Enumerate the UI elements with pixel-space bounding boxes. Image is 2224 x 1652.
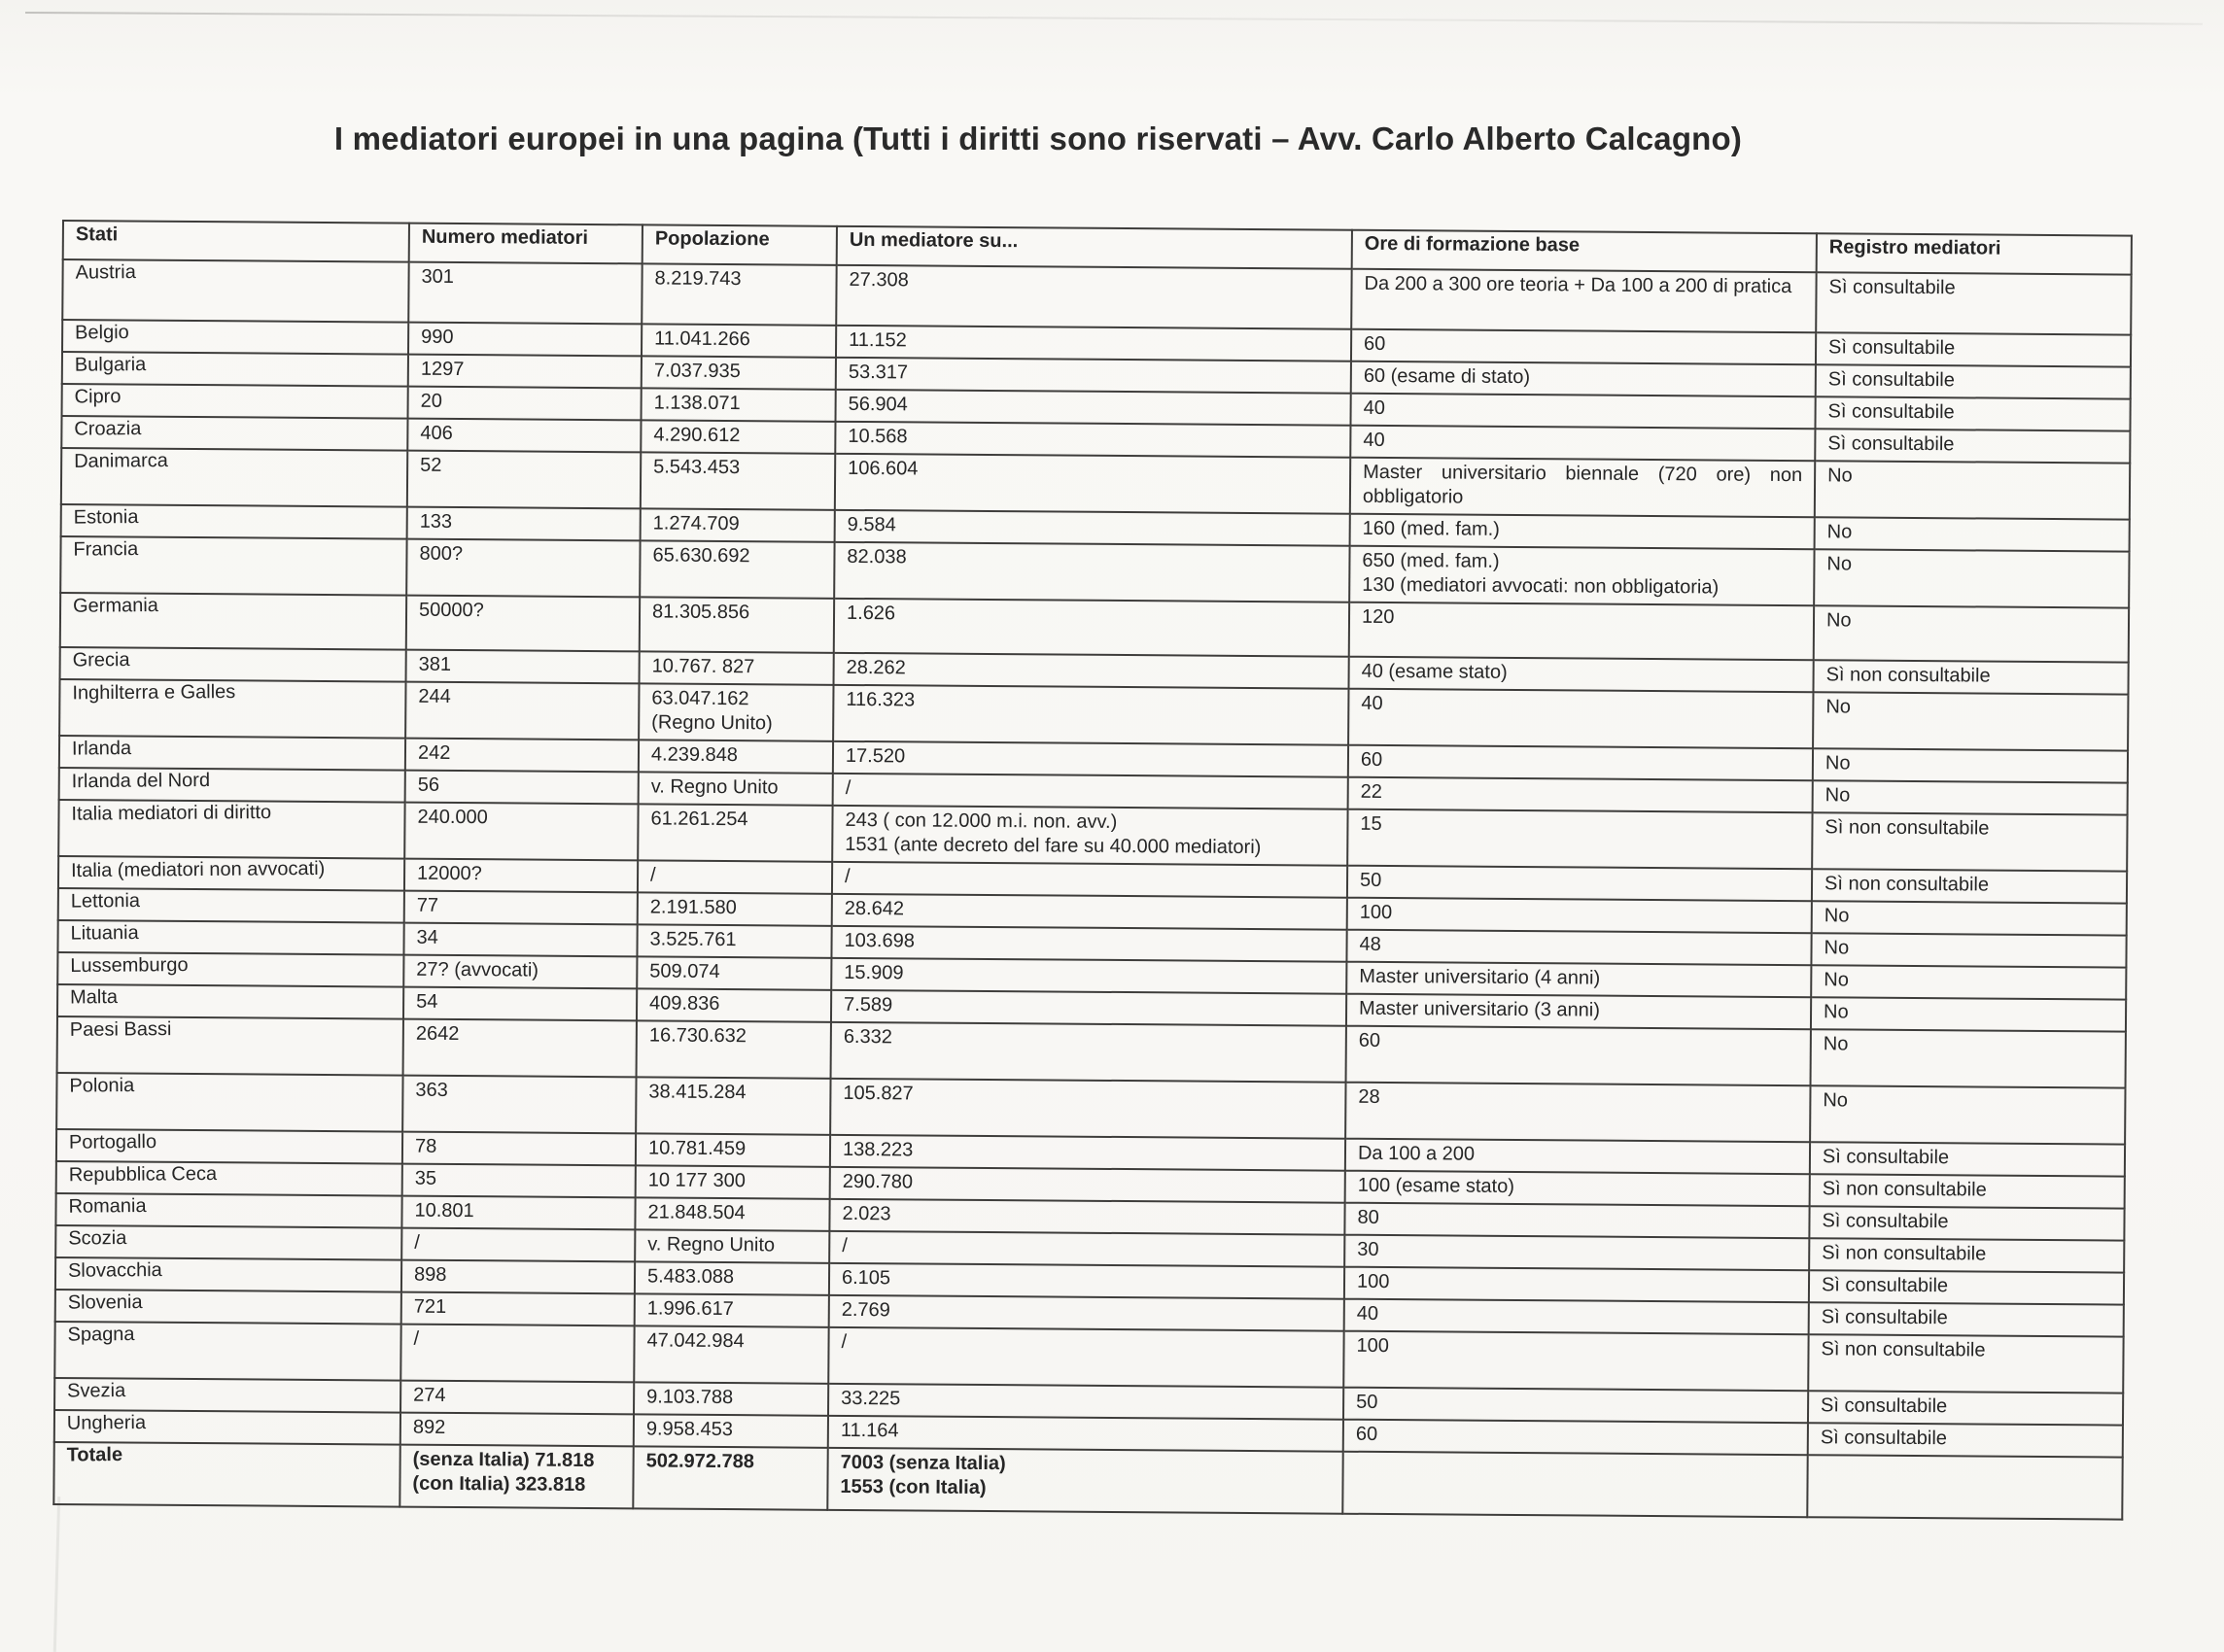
cell-numero-mediatori: 56 — [405, 771, 639, 805]
state-label: Italia (mediatori non avvocati) — [70, 857, 326, 882]
state-label: Repubblica Ceca — [68, 1162, 218, 1187]
cell-ore-formazione-base: 100 — [1347, 898, 1812, 934]
cell-registro-mediatori: Sì consultabile — [1815, 396, 2130, 430]
cell-popolazione: / — [638, 860, 832, 893]
cell-stato — [60, 593, 406, 650]
cell-un-mediatore-su: 11.152 — [836, 326, 1351, 361]
cell-registro-mediatori: Sì non consultabile — [1813, 660, 2128, 694]
cell-popolazione: 1.996.617 — [635, 1293, 829, 1326]
cell-ore-formazione-base: 22 — [1348, 777, 1813, 813]
cell-stato — [56, 1129, 402, 1164]
cell-un-mediatore-su: 53.317 — [836, 358, 1351, 394]
cell-stato — [61, 448, 407, 507]
cell-un-mediatore-su: 2.023 — [829, 1199, 1344, 1235]
cell-un-mediatore-su: 7.589 — [831, 990, 1346, 1026]
cell-numero-mediatori: 990 — [408, 323, 642, 357]
cell-registro-mediatori: No — [1815, 461, 2130, 519]
cell-numero-mediatori: 27? (avvocati) — [403, 955, 637, 989]
cell-stato — [59, 736, 405, 771]
cell-popolazione: 7.037.935 — [642, 356, 836, 389]
cell-registro-mediatori: Sì consultabile — [1809, 1302, 2124, 1336]
cell-un-mediatore-su: / — [828, 1327, 1343, 1388]
state-label: Portogallo — [68, 1131, 157, 1153]
cell-un-mediatore-su: 116.323 — [833, 685, 1348, 745]
cell-popolazione: 4.290.612 — [641, 420, 835, 453]
cell-ore-formazione-base: 160 (med. fam.) — [1350, 514, 1815, 550]
cell-registro-mediatori: Sì non consultabile — [1808, 1334, 2123, 1393]
cell-registro-mediatori: No — [1812, 901, 2127, 935]
cell-stato — [55, 1257, 401, 1292]
mediators-table — [52, 220, 2131, 1521]
cell-ore-formazione-base: Da 100 a 200 — [1345, 1139, 1810, 1175]
cell-registro-mediatori: No — [1814, 549, 2129, 607]
cell-stato — [56, 1161, 402, 1196]
header-registro-mediatori: Registro mediatori — [1817, 233, 2132, 274]
cell-ore-formazione-base: 80 — [1344, 1203, 1809, 1239]
cell-stato — [54, 1378, 400, 1413]
cell-ore-formazione-base: 120 — [1349, 602, 1814, 661]
cell-un-mediatore-su: 10.568 — [835, 422, 1350, 458]
cell-registro-mediatori: Sì non consultabile — [1809, 1238, 2124, 1272]
cell-un-mediatore-su: 15.909 — [831, 958, 1346, 994]
cell-ore-formazione-base: 40 — [1350, 426, 1815, 462]
cell-stato — [60, 536, 406, 596]
cell-numero-mediatori: 50000? — [406, 596, 640, 652]
cell-ore-formazione-base: 50 — [1347, 866, 1812, 902]
cell-stato — [62, 259, 408, 323]
cell-ore-formazione-base: 650 (med. fam.) 130 (mediatori avvocati: non obbligatoria) — [1349, 546, 1814, 606]
cell-ore-formazione-base: Da 200 a 300 ore teoria + Da 100 a 200 di pratica — [1351, 269, 1816, 333]
cell-stato — [59, 679, 405, 739]
cell-ore-formazione-base: 48 — [1346, 930, 1811, 966]
cell-stato — [62, 384, 408, 419]
cell-numero-mediatori: 12000? — [404, 859, 638, 893]
cell-registro-mediatori: Sì consultabile — [1809, 1270, 2124, 1304]
cell-numero-mediatori: 133 — [407, 507, 641, 541]
cell-numero-mediatori: 1297 — [408, 355, 642, 389]
cell-popolazione: 509.074 — [637, 956, 831, 989]
state-label: Belgio — [75, 322, 129, 344]
cell-stato — [57, 952, 403, 987]
cell-stato — [53, 1442, 400, 1507]
state-label: Ungheria — [66, 1412, 147, 1434]
scan-streak — [53, 1497, 60, 1652]
cell-un-mediatore-su: 28.262 — [834, 653, 1349, 689]
cell-popolazione: 10 177 300 — [636, 1165, 830, 1198]
state-label: Irlanda del Nord — [71, 770, 211, 793]
cell-registro-mediatori: Sì consultabile — [1808, 1423, 2123, 1457]
cell-stato — [57, 1016, 403, 1076]
cell-numero-mediatori: 34 — [403, 923, 637, 957]
cell-ore-formazione-base: Master universitario (4 anni) — [1346, 962, 1811, 998]
cell-un-mediatore-su: 138.223 — [830, 1135, 1345, 1171]
cell-stato — [54, 1322, 400, 1381]
cell-un-mediatore-su: 33.225 — [828, 1384, 1343, 1420]
state-label: Scozia — [68, 1227, 127, 1250]
state-label: Austria — [75, 261, 136, 284]
cell-numero-mediatori: / — [400, 1325, 634, 1383]
cell-un-mediatore-su: 6.332 — [831, 1022, 1346, 1083]
cell-registro-mediatori: Sì consultabile — [1815, 429, 2130, 463]
cell-stato — [58, 888, 404, 923]
cell-numero-mediatori: 2642 — [403, 1019, 637, 1078]
cell-numero-mediatori: 35 — [402, 1164, 636, 1198]
cell-popolazione: 81.305.856 — [640, 597, 834, 652]
cell-numero-mediatori: 78 — [402, 1132, 636, 1166]
header-numero-mediatori: Numero mediatori — [409, 224, 643, 264]
cell-un-mediatore-su: 105.827 — [830, 1079, 1345, 1139]
cell-numero-mediatori: / — [401, 1228, 635, 1262]
cell-stato — [60, 647, 406, 682]
cell-popolazione: 5.483.088 — [635, 1261, 829, 1294]
cell-popolazione: v. Regno Unito — [635, 1229, 829, 1262]
cell-ore-formazione-base: 15 — [1347, 809, 1812, 870]
cell-numero-mediatori: 54 — [403, 987, 637, 1021]
cell-numero-mediatori: 52 — [407, 451, 641, 509]
state-label: Inghilterra e Galles — [72, 681, 236, 705]
cell-numero-mediatori: 800? — [406, 539, 640, 598]
cell-registro-mediatori: Sì consultabile — [1816, 272, 2131, 334]
cell-un-mediatore-su: 106.604 — [835, 454, 1350, 514]
cell-registro-mediatori: Sì non consultabile — [1810, 1174, 2125, 1208]
cell-registro-mediatori: No — [1813, 780, 2128, 814]
cell-ore-formazione-base: 50 — [1343, 1388, 1808, 1424]
cell-registro-mediatori: Sì consultabile — [1809, 1206, 2124, 1240]
state-label: Spagna — [67, 1324, 135, 1346]
cell-numero-mediatori: 274 — [400, 1381, 634, 1415]
cell-numero-mediatori: 10.801 — [401, 1196, 635, 1230]
state-label: Francia — [73, 538, 139, 561]
state-label: Danimarca — [74, 450, 168, 472]
cell-registro-mediatori: No — [1810, 1085, 2125, 1144]
cell-un-mediatore-su: 56.904 — [835, 390, 1350, 426]
state-label: Lituania — [70, 922, 139, 945]
cell-ore-formazione-base: 40 — [1348, 689, 1813, 749]
cell-numero-mediatori: 240.000 — [404, 803, 638, 861]
cell-popolazione: 3.525.761 — [637, 924, 831, 957]
cell-ore-formazione-base: 60 — [1348, 745, 1813, 781]
cell-popolazione: 9.958.453 — [634, 1414, 828, 1447]
cell-ore-formazione-base — [1342, 1452, 1807, 1518]
cell-popolazione: 409.836 — [637, 988, 831, 1021]
cell-stato — [56, 1073, 402, 1132]
header-un-mediatore-su: Un mediatore su... — [837, 226, 1352, 269]
state-label: Romania — [68, 1195, 147, 1218]
mediators-table-grid — [52, 220, 2133, 1521]
cell-registro-mediatori: No — [1814, 605, 2129, 662]
cell-stato — [62, 320, 408, 355]
cell-popolazione: 1.274.709 — [641, 508, 835, 541]
cell-un-mediatore-su: / — [832, 862, 1347, 898]
cell-numero-mediatori: 242 — [405, 739, 639, 773]
cell-numero-mediatori: 721 — [401, 1292, 635, 1326]
cell-ore-formazione-base: 100 — [1344, 1267, 1809, 1303]
cell-popolazione: 5.543.453 — [641, 452, 835, 509]
cell-ore-formazione-base: 60 (esame di stato) — [1351, 361, 1816, 397]
cell-stato — [61, 504, 407, 539]
state-label: Lettonia — [70, 890, 141, 912]
cell-un-mediatore-su: 17.520 — [833, 741, 1348, 777]
cell-registro-mediatori — [1807, 1455, 2122, 1519]
cell-popolazione: 16.730.632 — [637, 1020, 831, 1078]
table-body — [53, 259, 2131, 1520]
state-label: Germania — [72, 595, 158, 617]
cell-un-mediatore-su: 1.626 — [834, 599, 1349, 657]
cell-registro-mediatori: No — [1813, 692, 2128, 750]
cell-ore-formazione-base: 60 — [1346, 1026, 1811, 1086]
cell-registro-mediatori: No — [1811, 933, 2126, 967]
cell-registro-mediatori: Sì consultabile — [1810, 1142, 2125, 1176]
cell-popolazione: 4.239.848 — [639, 740, 833, 773]
cell-popolazione: 1.138.071 — [642, 388, 836, 421]
cell-un-mediatore-su: 28.642 — [832, 894, 1347, 930]
state-label: Grecia — [72, 649, 130, 671]
cell-un-mediatore-su: 27.308 — [836, 265, 1351, 329]
cell-registro-mediatori: No — [1815, 517, 2130, 551]
cell-stato — [55, 1225, 401, 1260]
cell-popolazione: 9.103.788 — [634, 1382, 828, 1415]
state-label: Totale — [66, 1444, 123, 1466]
cell-stato — [62, 352, 408, 387]
state-label: Polonia — [69, 1075, 135, 1097]
state-label: Italia mediatori di diritto — [71, 801, 272, 825]
cell-numero-mediatori: 381 — [406, 650, 640, 684]
state-label: Croazia — [74, 418, 142, 440]
cell-ore-formazione-base: 100 (esame stato) — [1345, 1171, 1810, 1207]
header-popolazione: Popolazione — [643, 224, 837, 264]
cell-ore-formazione-base: 100 — [1343, 1331, 1808, 1392]
cell-registro-mediatori: Sì consultabile — [1816, 332, 2131, 366]
cell-registro-mediatori: No — [1813, 748, 2128, 782]
cell-ore-formazione-base: Master universitario (3 anni) — [1346, 994, 1811, 1030]
cell-un-mediatore-su: 103.698 — [831, 926, 1346, 962]
cell-stato — [58, 800, 404, 859]
cell-ore-formazione-base: 60 — [1351, 329, 1816, 365]
cell-numero-mediatori: 20 — [408, 387, 642, 421]
cell-ore-formazione-base: 40 — [1344, 1299, 1809, 1335]
cell-stato — [59, 768, 405, 803]
cell-stato — [57, 984, 403, 1019]
cell-un-mediatore-su: 82.038 — [834, 542, 1349, 602]
state-label: Malta — [70, 986, 119, 1009]
cell-popolazione: 10.781.459 — [636, 1133, 830, 1166]
cell-numero-mediatori: 898 — [401, 1260, 635, 1294]
cell-popolazione: 11.041.266 — [642, 324, 836, 357]
cell-stato — [58, 856, 404, 891]
cell-registro-mediatori: No — [1811, 965, 2126, 999]
cell-stato — [55, 1193, 401, 1228]
cell-popolazione: 10.767. 827 — [640, 651, 834, 684]
scan-page-edge — [25, 12, 2203, 25]
cell-registro-mediatori: No — [1811, 1029, 2126, 1087]
cell-un-mediatore-su: / — [833, 774, 1348, 809]
cell-registro-mediatori: Sì non consultabile — [1812, 869, 2127, 903]
cell-registro-mediatori: Sì non consultabile — [1812, 812, 2127, 871]
cell-stato — [54, 1410, 400, 1445]
state-label: Slovenia — [67, 1291, 143, 1314]
cell-popolazione: 38.415.284 — [636, 1077, 830, 1134]
cell-un-mediatore-su: 290.780 — [830, 1167, 1345, 1203]
cell-ore-formazione-base: Master universitario biennale (720 ore) non obbligatorio — [1350, 458, 1815, 518]
cell-popolazione: 65.630.692 — [640, 540, 834, 598]
cell-stato — [61, 416, 407, 451]
cell-popolazione: 8.219.743 — [642, 263, 836, 325]
cell-ore-formazione-base: 28 — [1345, 1083, 1810, 1143]
cell-popolazione: 61.261.254 — [638, 804, 832, 861]
state-label: Cipro — [74, 386, 122, 408]
cell-un-mediatore-su: / — [829, 1231, 1344, 1267]
cell-stato — [55, 1290, 401, 1325]
state-label: Irlanda — [71, 738, 132, 760]
state-label: Estonia — [73, 506, 139, 529]
cell-numero-mediatori: (senza Italia) 71.818 (con Italia) 323.818 — [400, 1445, 633, 1509]
cell-ore-formazione-base: 30 — [1344, 1235, 1809, 1271]
cell-ore-formazione-base: 40 (esame stato) — [1348, 657, 1813, 693]
header-ore-formazione-base: Ore di formazione base — [1352, 230, 1817, 273]
cell-ore-formazione-base: 60 — [1343, 1420, 1808, 1456]
cell-numero-mediatori: 301 — [408, 262, 642, 325]
state-label: Svezia — [67, 1380, 126, 1402]
cell-popolazione: 502.972.788 — [633, 1446, 827, 1509]
header-stato: Stati — [63, 221, 409, 262]
cell-stato — [57, 920, 403, 955]
cell-un-mediatore-su: 243 ( con 12.000 m.i. non. avv.) 1531 (ante decreto del fare su 40.000 mediatori) — [832, 806, 1347, 866]
cell-popolazione: 47.042.984 — [634, 1325, 828, 1383]
cell-numero-mediatori: 892 — [400, 1413, 634, 1447]
cell-un-mediatore-su: 2.769 — [829, 1295, 1344, 1331]
cell-numero-mediatori: 244 — [405, 682, 639, 740]
cell-numero-mediatori: 77 — [404, 891, 638, 925]
page-title: I mediatori europei in una pagina (Tutti i diritti sono riservati – Avv. Carlo Alberto Calcagno) — [333, 120, 1743, 156]
cell-popolazione: 2.191.580 — [638, 892, 832, 925]
cell-popolazione: 21.848.504 — [635, 1197, 829, 1230]
cell-numero-mediatori: 363 — [402, 1076, 636, 1134]
cell-un-mediatore-su: 6.105 — [829, 1263, 1344, 1299]
cell-un-mediatore-su: 11.164 — [828, 1416, 1343, 1452]
state-label: Paesi Bassi — [69, 1018, 172, 1041]
state-label: Slovacchia — [67, 1259, 162, 1282]
cell-popolazione: v. Regno Unito — [639, 772, 833, 805]
state-label: Bulgaria — [74, 354, 147, 376]
cell-registro-mediatori: No — [1811, 997, 2126, 1031]
cell-popolazione: 63.047.162 (Regno Unito) — [639, 683, 833, 740]
cell-registro-mediatori: Sì consultabile — [1816, 364, 2131, 398]
cell-registro-mediatori: Sì consultabile — [1808, 1391, 2123, 1425]
cell-un-mediatore-su: 7003 (senza Italia) 1553 (con Italia) — [827, 1448, 1342, 1514]
cell-un-mediatore-su: 9.584 — [835, 510, 1350, 546]
cell-ore-formazione-base: 40 — [1350, 394, 1815, 430]
cell-numero-mediatori: 406 — [407, 419, 641, 453]
state-label: Lussemburgo — [70, 954, 189, 978]
